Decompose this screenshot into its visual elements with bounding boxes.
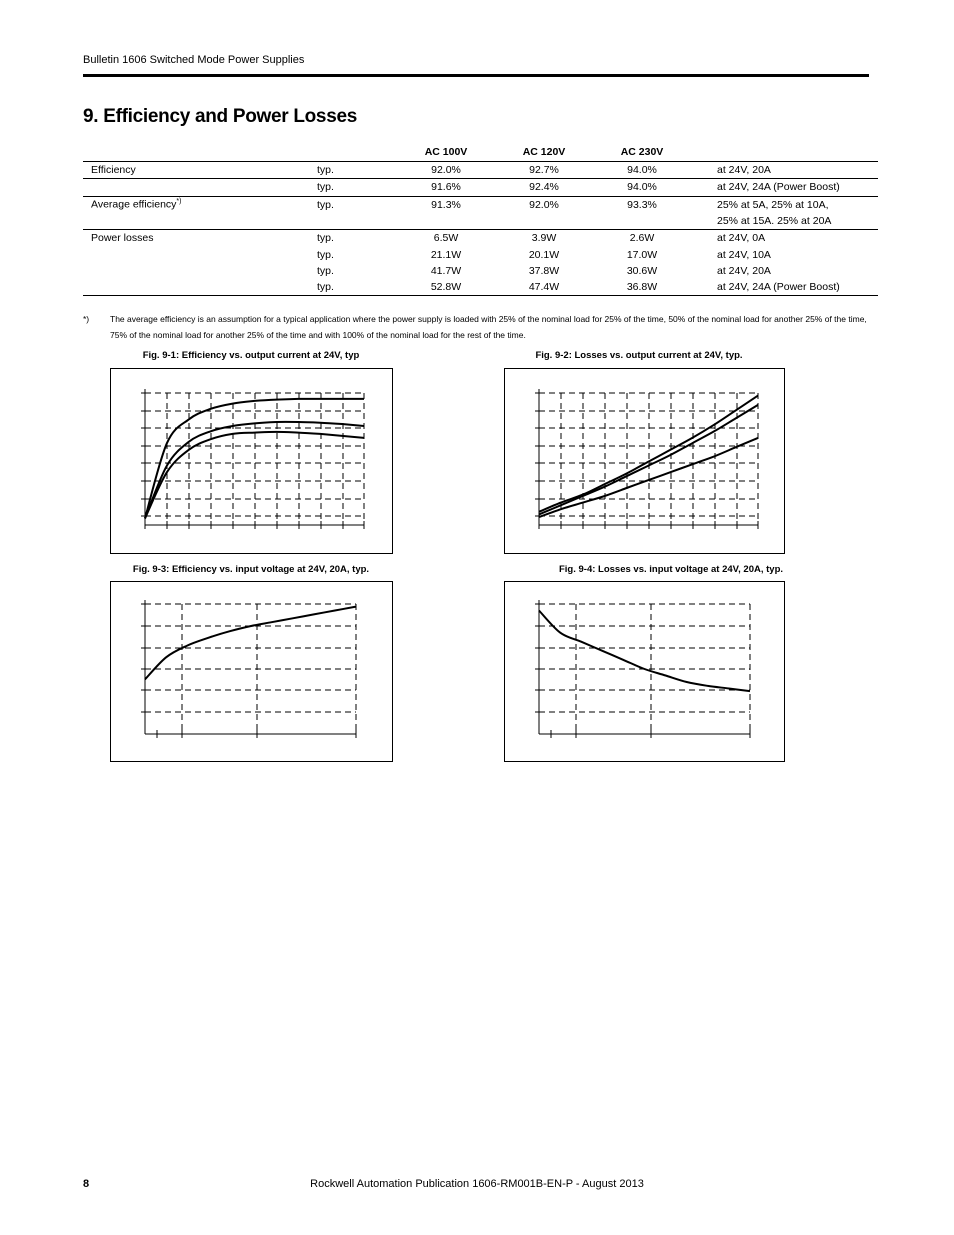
publication-footer: Rockwell Automation Publication 1606-RM001B-EN-P - August 2013 bbox=[310, 1178, 644, 1190]
value-ac120: 47.4W bbox=[495, 279, 593, 296]
value-ac100: 52.8W bbox=[397, 279, 495, 296]
series-line-1 bbox=[145, 607, 356, 680]
row-condition: at 24V, 10A bbox=[717, 248, 771, 261]
value-ac230: 94.0% bbox=[593, 162, 691, 179]
header-blank bbox=[317, 143, 397, 162]
row-type bbox=[317, 213, 397, 230]
row-condition: at 24V, 20A bbox=[691, 162, 878, 179]
fig4-chart bbox=[504, 581, 785, 762]
fig3-plot bbox=[111, 582, 392, 761]
row-type: typ. bbox=[317, 264, 334, 277]
row-type: typ. bbox=[317, 248, 334, 261]
value-ac100: 91.6% bbox=[397, 179, 495, 196]
value-ac120: 37.8W bbox=[528, 264, 560, 277]
row-label: Efficiency bbox=[83, 162, 317, 179]
value-ac230: 36.8W bbox=[593, 279, 691, 296]
table-header-row bbox=[83, 143, 878, 162]
fig3-caption: Fig. 9-3: Efficiency vs. input voltage at 24V, 20A, typ. bbox=[132, 564, 370, 575]
footnote-text: The average efficiency is an assumption for a typical application where the power supply is loaded with 25% of the nominal load for 25% of the time, 50% of the nominal load for another 25% of the time, 75% of the nominal load for another 25% of the time and with 100% of the nominal load for the rest of the time. bbox=[110, 314, 867, 340]
fig1-plot bbox=[111, 369, 392, 553]
value-ac120: 3.9W bbox=[495, 230, 593, 247]
fig4-plot bbox=[505, 582, 784, 761]
value-ac100 bbox=[397, 213, 495, 230]
fig4-caption: Fig. 9-4: Losses vs. input voltage at 24V, 20A, typ. bbox=[558, 564, 784, 575]
fig3-chart bbox=[110, 581, 393, 762]
fig1-chart bbox=[110, 368, 393, 554]
value-ac120: 92.0% bbox=[495, 196, 593, 213]
value-ac230: 94.0% bbox=[593, 179, 691, 196]
value-ac230 bbox=[593, 213, 691, 230]
table-row bbox=[83, 196, 878, 213]
column-header: AC 100V bbox=[424, 146, 468, 158]
column-header: AC 120V bbox=[522, 146, 566, 158]
section-title: 9. Efficiency and Power Losses bbox=[83, 106, 357, 127]
row-label: Power losses bbox=[83, 230, 317, 247]
value-ac100: 41.7W bbox=[430, 264, 462, 277]
header-blank bbox=[691, 143, 878, 162]
value-ac120: 92.7% bbox=[495, 162, 593, 179]
running-header: Bulletin 1606 Switched Mode Power Supplies bbox=[83, 54, 305, 66]
row-label bbox=[83, 263, 317, 279]
value-ac120: 92.4% bbox=[495, 179, 593, 196]
row-label-text: Average efficiency bbox=[91, 198, 177, 211]
row-condition: at 24V, 0A bbox=[691, 230, 878, 247]
value-ac100: 21.1W bbox=[430, 248, 462, 261]
value-ac230: 93.3% bbox=[593, 196, 691, 213]
fig2-plot bbox=[505, 369, 784, 553]
value-ac230: 2.6W bbox=[593, 230, 691, 247]
row-type: typ. bbox=[317, 230, 397, 247]
column-header: AC 230V bbox=[620, 146, 664, 158]
row-label bbox=[83, 246, 317, 262]
value-ac120: 20.1W bbox=[528, 248, 560, 261]
efficiency-table bbox=[83, 143, 878, 296]
row-condition: 25% at 5A, 25% at 10A, bbox=[691, 196, 878, 213]
table-row bbox=[83, 179, 878, 196]
header-rule bbox=[83, 74, 869, 77]
row-condition: at 24V, 24A (Power Boost) bbox=[691, 179, 878, 196]
footnote-ref: *) bbox=[176, 198, 182, 206]
row-type: typ. bbox=[317, 196, 397, 213]
fig2-chart bbox=[504, 368, 785, 554]
row-type: typ. bbox=[317, 179, 397, 196]
row-label bbox=[83, 213, 317, 230]
row-label bbox=[83, 279, 317, 296]
value-ac100: 6.5W bbox=[397, 230, 495, 247]
header-blank bbox=[83, 143, 317, 162]
value-ac100: 92.0% bbox=[397, 162, 495, 179]
row-label bbox=[83, 179, 317, 196]
table-row bbox=[83, 162, 878, 179]
series-line-1 bbox=[539, 611, 750, 692]
value-ac230: 17.0W bbox=[626, 248, 658, 261]
table-row bbox=[83, 213, 878, 230]
page-number: 8 bbox=[83, 1178, 90, 1190]
table-row bbox=[83, 230, 878, 247]
footnote-marker: *) bbox=[83, 314, 90, 324]
table-row bbox=[83, 263, 878, 279]
row-condition: at 24V, 20A bbox=[717, 264, 771, 277]
row-condition: 25% at 15A. 25% at 20A bbox=[717, 215, 832, 228]
value-ac120 bbox=[495, 213, 593, 230]
value-ac100: 91.3% bbox=[397, 196, 495, 213]
value-ac230: 30.6W bbox=[626, 264, 658, 277]
row-condition: at 24V, 24A (Power Boost) bbox=[691, 279, 878, 296]
table-row bbox=[83, 246, 878, 262]
row-type: typ. bbox=[317, 279, 397, 296]
fig1-caption: Fig. 9-1: Efficiency vs. output current at 24V, typ bbox=[142, 350, 360, 361]
row-label bbox=[83, 196, 317, 213]
table-row bbox=[83, 279, 878, 296]
fig2-caption: Fig. 9-2: Losses vs. output current at 24V, typ. bbox=[535, 350, 743, 361]
row-type: typ. bbox=[317, 162, 397, 179]
